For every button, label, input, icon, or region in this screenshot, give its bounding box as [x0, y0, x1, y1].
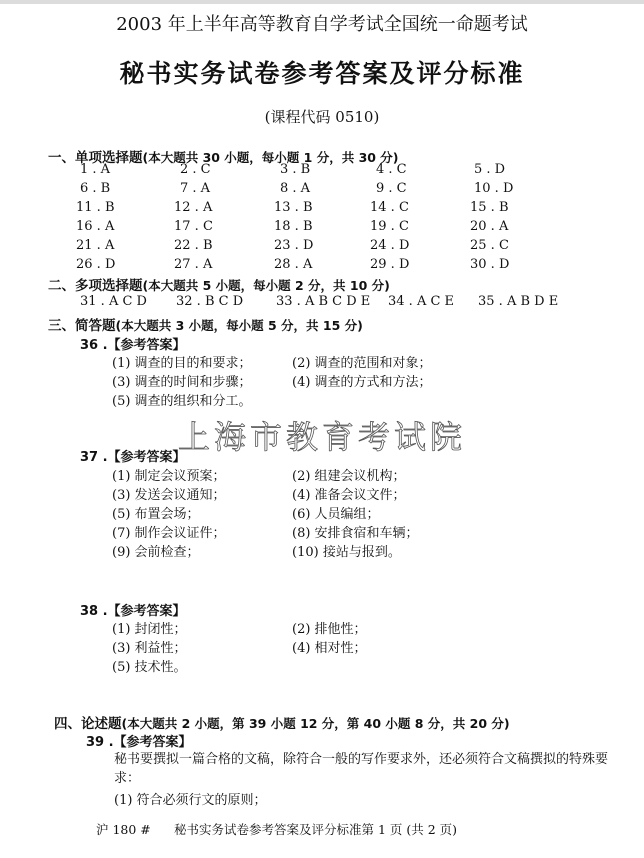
answer-cell: 16 . A: [76, 219, 115, 234]
document-title: 秘书实务试卷参考答案及评分标准: [119, 59, 525, 88]
q36-item: (2) 调查的范围和对象；: [292, 356, 432, 371]
q38-item: (2) 排他性；: [292, 622, 367, 637]
section-1-note: (本大题共 30 小题，每小题 1 分，共 30 分): [142, 150, 399, 165]
q36-item: (3) 调查的时间和步骤；: [112, 375, 252, 390]
answer-cell: 5 . D: [474, 162, 506, 177]
footer-code: 沪 180 #: [96, 822, 151, 837]
q37-item: (10) 接站与报到。: [292, 545, 401, 560]
q37-item: (3) 发送会议通知；: [112, 488, 226, 503]
section-4-title: 四、论述题: [54, 716, 122, 732]
answer-cell: 9 . C: [376, 181, 407, 196]
q39-paragraph: 秘书要撰拟一篇合格的文稿，除符合一般的写作要求外，还必须符合文稿撰拟的特殊要求：: [114, 752, 609, 786]
q37-item: (1) 制定会议预案；: [112, 469, 226, 484]
multi-answer-33: 33 . A B C D E: [276, 294, 371, 309]
q36-label: 36 .【参考答案】: [80, 338, 186, 353]
scan-top-edge: [0, 0, 644, 4]
answer-cell: 6 . B: [80, 181, 111, 196]
answer-cell: 11 . B: [76, 200, 115, 215]
q38-item: (4) 相对性；: [292, 641, 367, 656]
course-code: (课程代码 0510): [264, 108, 380, 126]
answer-cell: 26 . D: [76, 257, 116, 272]
answer-cell: 4 . C: [376, 162, 407, 177]
answer-cell: 29 . D: [370, 257, 410, 272]
answer-cell: 1 . A: [80, 162, 111, 177]
watermark-text: 上海市教育考试院: [177, 418, 466, 456]
multi-answer-32: 32 . B C D: [176, 294, 244, 309]
q38-label: 38 .【参考答案】: [80, 604, 186, 619]
section-4-heading: [54, 712, 510, 732]
answer-cell: 19 . C: [370, 219, 409, 234]
answer-cell: 15 . B: [470, 200, 509, 215]
q37-label: 37 .【参考答案】: [80, 450, 186, 465]
q39-label: 39 .【参考答案】: [86, 735, 192, 750]
q36-item: (1) 调查的目的和要求；: [112, 356, 252, 371]
section-3-title: 三、简答题: [48, 318, 116, 334]
q37-item: (5) 布置会场；: [112, 507, 200, 522]
answer-cell: 3 . B: [280, 162, 311, 177]
section-3-note: (本大题共 3 小题，每小题 5 分，共 15 分): [115, 318, 363, 333]
q37-item: (4) 准备会议文件；: [292, 488, 406, 503]
section-2-title: 二、多项选择题: [48, 278, 143, 294]
q38-item: (5) 技术性。: [112, 660, 187, 675]
section-2-heading: [48, 274, 390, 294]
answer-cell: 13 . B: [274, 200, 313, 215]
q38-item: (3) 利益性；: [112, 641, 187, 656]
answer-cell: 23 . D: [274, 238, 314, 253]
q36-item: (5) 调查的组织和分工。: [112, 394, 252, 409]
q37-item: (7) 制作会议证件；: [112, 526, 226, 541]
answer-cell: 17 . C: [174, 219, 213, 234]
q37-item: (9) 会前检查；: [112, 545, 200, 560]
answer-cell: 30 . D: [470, 257, 510, 272]
exam-title: 2003 年上半年高等教育自学考试全国统一命题考试: [116, 14, 528, 35]
section-4-note: (本大题共 2 小题，第 39 小题 12 分，第 40 小题 8 分，共 20 分): [121, 716, 510, 731]
answer-cell: 18 . B: [274, 219, 313, 234]
q38-item: (1) 封闭性；: [112, 622, 187, 637]
q39-item: (1) 符合必须行文的原则；: [114, 793, 267, 808]
answer-cell: 2 . C: [180, 162, 211, 177]
multi-answer-34: 34 . A C E: [388, 294, 455, 309]
q37-item: (8) 安排食宿和车辆；: [292, 526, 419, 541]
q37-item: (6) 人员编组；: [292, 507, 380, 522]
answer-cell: 24 . D: [370, 238, 410, 253]
section-2-note: (本大题共 5 小题，每小题 2 分，共 10 分): [142, 278, 390, 293]
q36-item: (4) 调查的方式和方法；: [292, 375, 432, 390]
answer-cell: 25 . C: [470, 238, 509, 253]
answer-cell: 28 . A: [274, 257, 313, 272]
section-1-answer-grid: [0, 162, 644, 278]
section-3-heading: [48, 314, 363, 334]
answer-cell: 22 . B: [174, 238, 213, 253]
section-1-title: 一、单项选择题: [48, 150, 143, 166]
answer-cell: 10 . D: [474, 181, 514, 196]
answer-cell: 21 . A: [76, 238, 115, 253]
multi-answer-31: 31 . A C D: [80, 294, 147, 309]
answer-cell: 7 . A: [180, 181, 211, 196]
q37-item: (2) 组建会议机构；: [292, 469, 406, 484]
answer-cell: 12 . A: [174, 200, 213, 215]
answer-cell: 20 . A: [470, 219, 509, 234]
answer-cell: 27 . A: [174, 257, 213, 272]
footer-page-text: 秘书实务试卷参考答案及评分标准第 1 页 (共 2 页): [174, 822, 458, 837]
multi-answer-35: 35 . A B D E: [478, 294, 559, 309]
answer-cell: 8 . A: [280, 181, 311, 196]
answer-cell: 14 . C: [370, 200, 409, 215]
